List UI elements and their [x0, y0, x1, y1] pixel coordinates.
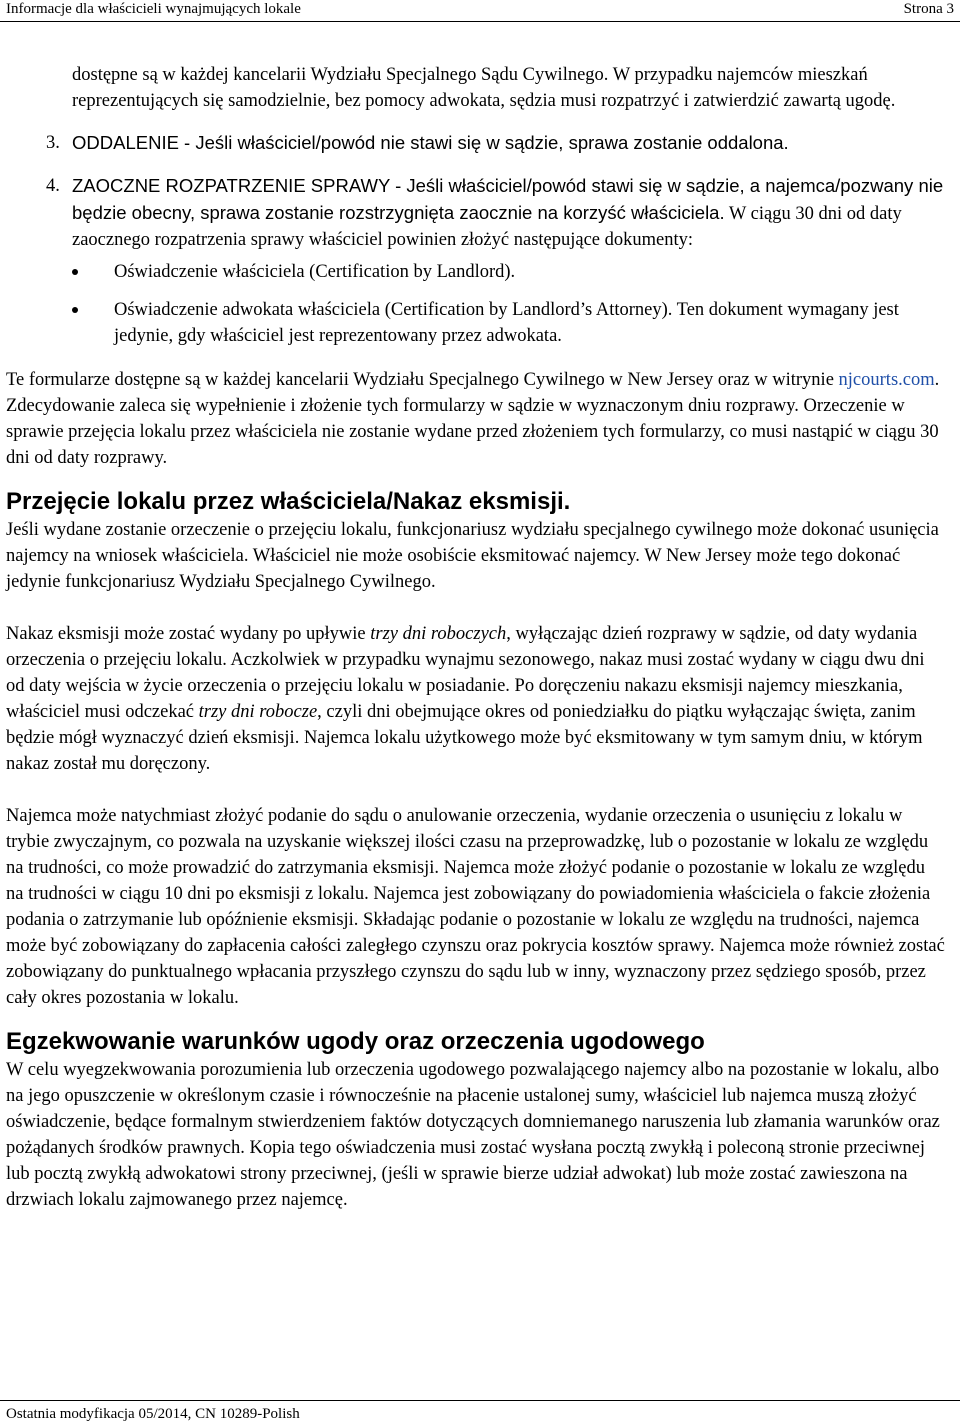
bullet-icon: [72, 307, 78, 313]
list-item-4: [46, 173, 946, 253]
page-number: Strona 3: [903, 1, 954, 17]
forms-paragraph: [6, 367, 946, 471]
header-title: Informacje dla właścicieli wynajmujących lokale: [6, 1, 301, 17]
bullet-item: [72, 259, 946, 285]
text-span: Te formularze dostępne są w każdej kancelarii Wydziału Specjalnego Cywilnego w New Jersey oraz w witrynie: [6, 370, 839, 390]
bullet-text: Oświadczenie właściciela (Certification by Landlord).: [114, 262, 516, 282]
text-span: . Zdecydowanie zaleca się wypełnienie i złożenie tych formularzy w sądzie w wyznaczonym dniu rozprawy. Orzeczenie w sprawie przejęcia lokalu przez właściciela nie zostanie wydane przed złożeniem tych formularzy, co musi nastąpić w ciągu 30 dni od daty rozprawy.: [6, 370, 940, 468]
text-span: , wyłączając dzień rozprawy w sądzie, od daty wydania orzeczenia o przejęciu lokalu. Aczkolwiek w przypadku wynajmu sezonowego, nakaz musi zostać wydany w ciągu dwu dni od daty wejścia w życie orzeczenia o przejęciu lokalu w posiadanie. Po doręczeniu nakazu eksmisji najemcy mieszkania, właściciel musi odczekać: [6, 624, 925, 722]
bullet-item: [72, 297, 946, 349]
bullet-icon: [72, 269, 78, 275]
eviction-paragraph-1: Jeśli wydane zostanie orzeczenie o przejęciu lokalu, funkcjonariusz wydziału specjalnego cywilnego może dokonać usunięcia najemcy na wniosek właściciela. Właściciel nie może osobiście eksmitować najemcy. W New Jersey może tego dokonać jedynie funkcjonariusz Wydziału Specjalnego Cywilnego.: [6, 520, 939, 592]
bullet-text: Oświadczenie adwokata właściciela (Certification by Landlord’s Attorney). Ten dokument wymagany jest jedynie, gdy właściciel jest reprezentowany przez adwokata.: [114, 300, 899, 346]
section-heading-enforcement: Egzekwowanie warunków ugody oraz orzeczenia ugodowego: [6, 1028, 705, 1055]
text-span: Nakaz eksmisji może zostać wydany po upływie: [6, 624, 371, 644]
emphasis-text: trzy dni roboczych: [370, 624, 507, 644]
section-heading-eviction: Przejęcie lokalu przez właściciela/Nakaz eksmisji.: [6, 488, 571, 515]
intro-paragraph: dostępne są w każdej kancelarii Wydziału Specjalnego Sądu Cywilnego. W przypadku najemców mieszkań reprezentujących się samodzielnie, bez pomocy adwokata, sędzia musi rozpatrzyć i zatwierdzić zawartą ugodę.: [72, 65, 896, 111]
list-item-3: [46, 130, 946, 157]
list-number: 3.: [46, 133, 60, 153]
page-header: [0, 0, 960, 22]
page-footer: Ostatnia modyfikacja 05/2014, CN 10289-Polish: [0, 1400, 960, 1423]
njcourts-link[interactable]: njcourts.com: [838, 370, 935, 390]
list-number: 4.: [46, 176, 60, 196]
document-body: [6, 62, 946, 1213]
list-item-text: ODDALENIE - Jeśli właściciel/powód nie stawi się w sądzie, sprawa zostanie oddalona.: [72, 132, 789, 153]
list-item-text: ZAOCZNE ROZPATRZENIE SPRAWY - Jeśli właściciel/powód stawi się w sądzie, a najemca/pozwany nie będzie obecny, sprawa zostanie rozstrzygnięta zaocznie na korzyść właściciela.: [72, 175, 944, 223]
eviction-paragraph-3: Najemca może natychmiast złożyć podanie do sądu o anulowanie orzeczenia, wydanie orzeczenia o usunięciu z lokalu w trybie zwyczajnym, co pozwala na uzyskanie większej ilości czasu na przeprowadzkę, lub o pozostanie w lokalu ze względu na trudności, co może prowadzić do zatrzymania eksmisji. Najemca może złożyć podanie o pozostanie w lokalu ze względu na trudności w ciągu 10 dni po eksmisji z lokalu. Najemca jest zobowiązany do powiadomienia właściciela o fakcie złożenia podania o zatrzymanie lub opóźnienie eksmisji. Składając podanie o pozostanie w lokalu ze względu na trudności, najemca może być zobowiązany do zapłacenia całości zaległego czynszu oraz pokrycia kosztów sprawy. Najemca może również zostać zobowiązany do punktualnego wpłacania przyszłego czynszu do sądu lub w inny, wyznaczony przez sędziego sposób, przez cały okres pozostania w lokalu.: [6, 806, 945, 1008]
list-item-text-continued: W ciągu 30 dni od daty zaocznego rozpatrzenia sprawy właściciel powinien złożyć następujące dokumenty:: [72, 204, 902, 250]
bullet-list: [72, 259, 946, 349]
emphasis-text: trzy dni robocze: [198, 702, 318, 722]
text-span: , czyli dni obejmujące okres od poniedziałku do piątku wyłączając święta, zanim będzie mógł wyznaczyć dzień eksmisji. Najemca lokalu użytkowego może być eksmitowany w tym samym dniu, w którym nakaz został mu doręczony.: [6, 702, 923, 774]
eviction-paragraph-2: [6, 621, 946, 777]
enforcement-paragraph: W celu wyegzekwowania porozumienia lub orzeczenia ugodowego pozwalającego najemcy albo na pozostanie w lokalu, albo na jego opuszczenie w określonym czasie i równocześnie na płacenie ustalonej sumy, właściciel lub najemca muszą złożyć oświadczenie, będące formalnym stwierdzeniem faktów dotyczących domniemanego naruszenia lub złamania warunków oraz pożądanych środków prawnych. Kopia tego oświadczenia musi zostać wysłana pocztą zwykłą i poleconą stronie przeciwnej lub pocztą zwykłą adwokatowi strony przeciwnej, (jeśli w sprawie bierze udział adwokat) lub może zostać zawieszona na drzwiach lokalu zajmowanego przez najemcę.: [6, 1060, 940, 1210]
